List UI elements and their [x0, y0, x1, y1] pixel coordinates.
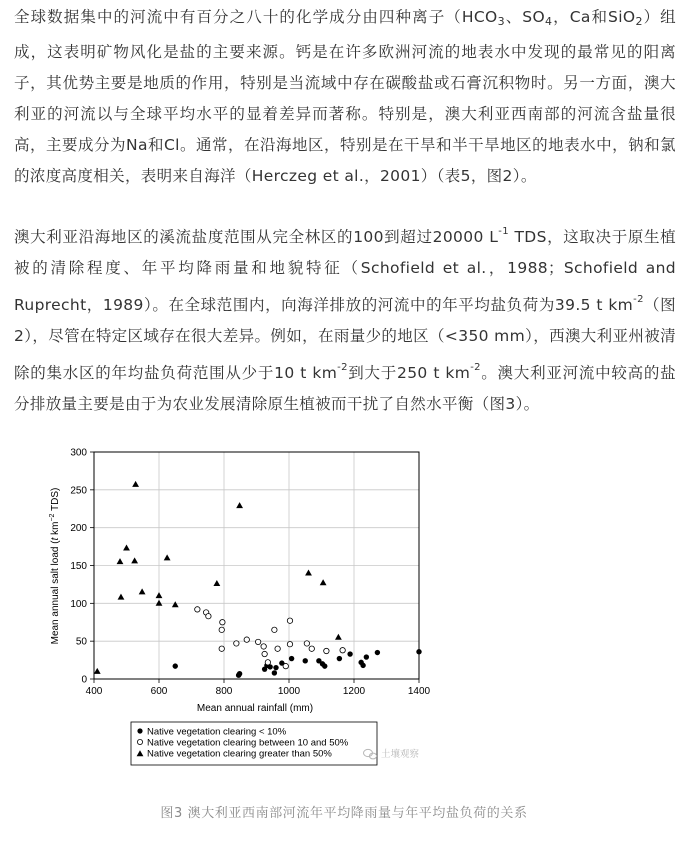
data-point-clearing-gt50: [118, 594, 125, 600]
chart-points: [94, 481, 422, 678]
x-tick-label: 600: [150, 686, 168, 697]
x-tick-label: 400: [85, 686, 103, 697]
data-point-clearing-lt10: [364, 654, 369, 659]
x-tick-label: 1000: [277, 686, 301, 697]
data-point-clearing-gt50: [123, 544, 130, 550]
data-point-clearing-lt10: [322, 663, 327, 668]
data-point-clearing-10-50: [287, 641, 292, 646]
chart-grid: [94, 452, 419, 679]
data-point-clearing-gt50: [164, 554, 171, 560]
x-tick-label: 1400: [407, 686, 431, 697]
data-point-clearing-lt10: [375, 650, 380, 655]
y-axis-label: [49, 488, 61, 645]
data-point-clearing-10-50: [261, 644, 266, 649]
data-point-clearing-10-50: [265, 660, 270, 665]
data-point-clearing-gt50: [335, 634, 342, 640]
y-tick-label: 150: [70, 561, 87, 572]
data-point-clearing-10-50: [244, 637, 249, 642]
data-point-clearing-10-50: [219, 627, 224, 632]
data-point-clearing-gt50: [132, 481, 139, 487]
p2-text-e: 。澳大利亚河流中较高的盐分排放量主要是由于为农业发展清除原生植被而干扰了自然水平衡（图3）。: [14, 364, 676, 413]
data-point-clearing-10-50: [309, 646, 314, 651]
data-point-clearing-gt50: [156, 592, 163, 598]
p2-text-c: （图2），尽管在特定区域存在很大差异。例如，在雨量少的地区（<350 mm），西澳大利亚州被清除的集水区的年均盐负荷范围从少于10 t km: [14, 296, 677, 382]
data-point-clearing-lt10: [303, 658, 308, 663]
data-point-clearing-10-50: [255, 639, 260, 644]
data-point-clearing-gt50: [236, 502, 243, 508]
data-point-clearing-lt10: [173, 663, 178, 668]
y-axis-label-b: km: [50, 521, 61, 538]
legend-marker-open-circle: [137, 739, 142, 744]
data-point-clearing-lt10: [347, 651, 352, 656]
p1-text-c: ，Ca和SiO: [552, 8, 636, 26]
p1-text-b: 、SO: [504, 8, 546, 26]
p2-text-d: 到大于250 t km: [347, 364, 471, 382]
data-point-clearing-gt50: [139, 588, 146, 594]
data-point-clearing-gt50: [156, 600, 163, 606]
data-point-clearing-10-50: [340, 648, 345, 653]
paragraph-1: [14, 2, 676, 192]
paragraph-2: [14, 216, 676, 420]
x-tick-label: 1200: [342, 686, 366, 697]
data-point-clearing-lt10: [273, 665, 278, 670]
legend-label-3: Native vegetation clearing greater than 50%: [147, 748, 332, 760]
x-axis-label: Mean annual rainfall (mm): [196, 703, 314, 714]
data-point-clearing-lt10: [360, 663, 365, 668]
data-point-clearing-lt10: [416, 649, 421, 654]
data-point-clearing-gt50: [117, 558, 124, 564]
y-tick-label: 0: [81, 674, 87, 686]
p1-text-a: 全球数据集中的河流中有百分之八十的化学成分由四种离子（HCO: [14, 8, 498, 26]
scatter-chart: [0, 440, 688, 780]
p2-text-b: TDS，这取决于原生植被的清除程度、年平均降雨量和地貌特征（Schofield et al.，1988；Schofield and Ruprecht，1989）。在全球范围内，向海洋排放的河流中的年平均盐负荷为39.5 t km: [14, 228, 677, 314]
y-tick-label: 200: [70, 523, 87, 535]
legend-label-1: Native vegetation clearing < 10%: [147, 726, 287, 738]
y-tick-label: 250: [70, 485, 87, 497]
data-point-clearing-10-50: [275, 646, 280, 651]
data-point-clearing-gt50: [94, 668, 101, 674]
data-point-clearing-gt50: [213, 580, 220, 586]
data-point-clearing-lt10: [272, 670, 277, 675]
p1-sub-a: 3: [497, 15, 505, 28]
y-tick-label: 100: [70, 598, 87, 610]
data-point-clearing-10-50: [287, 618, 292, 623]
data-point-clearing-gt50: [172, 601, 179, 607]
y-tick-label: 50: [75, 636, 87, 648]
legend-label-2: Native vegetation clearing between 10 and 50%: [147, 737, 349, 749]
watermark-text: 土壤观察: [381, 749, 420, 760]
data-point-clearing-lt10: [237, 671, 242, 676]
y-axis-label-c: TDS): [50, 487, 61, 514]
p2-text-a: 澳大利亚沿海地区的溪流盐度范围从完全林区的100到超过20000 L: [14, 228, 499, 246]
data-point-clearing-gt50: [131, 557, 138, 563]
data-point-clearing-lt10: [337, 656, 342, 661]
data-point-clearing-10-50: [324, 648, 329, 653]
data-point-clearing-10-50: [272, 627, 277, 632]
data-point-clearing-gt50: [305, 569, 312, 575]
x-tick-label: 800: [215, 686, 233, 697]
data-point-clearing-10-50: [234, 641, 239, 646]
legend-marker-filled-circle: [137, 728, 142, 733]
p2-sup-b: -2: [633, 294, 644, 305]
data-point-clearing-10-50: [304, 641, 309, 646]
data-point-clearing-10-50: [283, 663, 288, 668]
p1-text-d: ）组成，这表明矿物风化是盐的主要来源。钙是在许多欧洲河流的地表水中发现的最常见的阳离子，其优势主要是地质的作用，特别是当流域中存在碳酸盐或石膏沉积物时。另一方面，澳大利亚的河流以与全球平均水平的显着差异而著称。特别是，澳大利亚西南部的河流含盐量很高，主要成分为Na和Cl。通常，在沿海地区，特别是在干旱和半干旱地区的地表水中，钠和氯的浓度高度相关，表明来自海洋（Herczeg et al.，2001）（表5，图2）。: [14, 8, 677, 185]
data-point-clearing-10-50: [195, 607, 200, 612]
chart-ticks: [70, 448, 430, 698]
data-point-clearing-10-50: [206, 613, 211, 618]
p2-sup-d: -2: [470, 362, 481, 373]
y-tick-label: 300: [70, 447, 87, 459]
y-axis-label-sup: −2: [49, 513, 56, 522]
data-point-clearing-10-50: [262, 651, 267, 656]
chart-legend: [131, 722, 377, 765]
y-axis-label-a: Mean annual salt load (: [50, 540, 61, 645]
p2-sup-a: -1: [498, 226, 509, 237]
p2-sup-c: -2: [337, 362, 348, 373]
p1-sub-b: 4: [545, 15, 553, 28]
data-point-clearing-10-50: [220, 620, 225, 625]
p1-sub-c: 2: [635, 15, 643, 28]
data-point-clearing-10-50: [219, 646, 224, 651]
data-point-clearing-lt10: [289, 656, 294, 661]
y-axis-label-t: t: [50, 537, 61, 541]
data-point-clearing-gt50: [320, 579, 327, 585]
figure-caption: 图3 澳大利亚西南部河流年平均降雨量与年平均盐负荷的关系: [160, 806, 528, 821]
